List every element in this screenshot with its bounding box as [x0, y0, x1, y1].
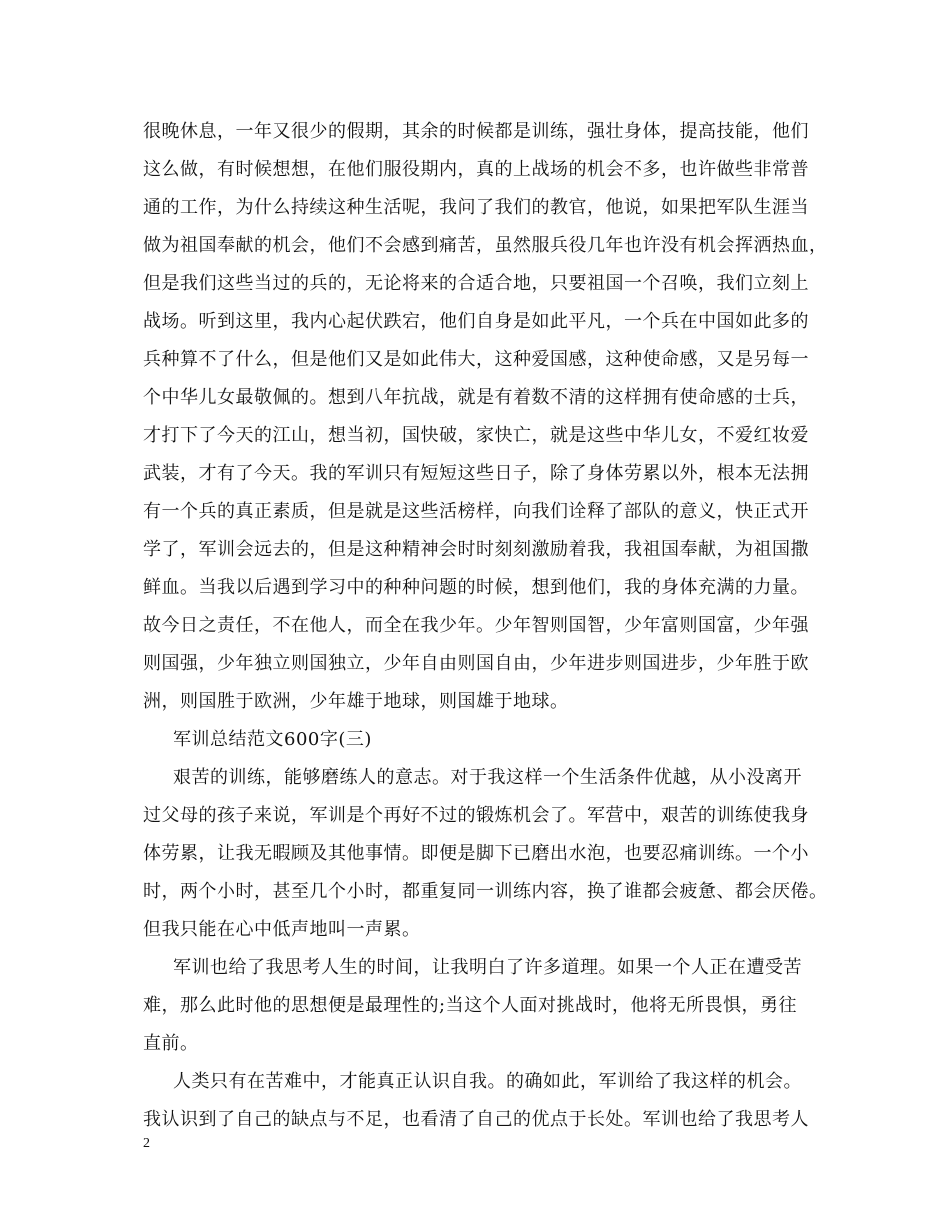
body-text-line: 过父母的孩子来说，军训是个再好不过的锻炼机会了。军营中，艰苦的训练使我身 [143, 805, 809, 826]
body-text-line: 有一个兵的真正素质，但是就是这些活榜样，向我们诠释了部队的意义，快正式开 [143, 501, 809, 522]
body-text-line: 做为祖国奉献的机会，他们不会感到痛苦，虽然服兵役几年也许没有机会挥洒热血， [143, 235, 828, 256]
body-text-line: 个中华儿女最敬佩的。想到八年抗战，就是有着数不清的这样拥有使命感的士兵， [143, 387, 809, 408]
body-text-line: 这么做，有时候想想，在他们服役期内，真的上战场的机会不多，也许做些非常普 [143, 159, 809, 180]
page-number: 2 [143, 1136, 150, 1151]
body-text-line: 通的工作，为什么持续这种生活呢，我问了我们的教官，他说，如果把军队生涯当 [143, 197, 809, 218]
body-text-line: 我认识到了自己的缺点与不足，也看清了自己的优点于长处。军训也给了我思考人 [143, 1109, 809, 1130]
paragraph-first-line: 艰苦的训练，能够磨练人的意志。对于我这样一个生活条件优越，从小没离开 [173, 767, 802, 788]
body-text-line: 但是我们这些当过的兵的，无论将来的合适合地，只要祖国一个召唤，我们立刻上 [143, 273, 809, 294]
body-text-line: 则国强，少年独立则国独立，少年自由则国自由，少年进步则国进步，少年胜于欧 [143, 653, 809, 674]
body-text-line: 洲，则国胜于欧洲，少年雄于地球，则国雄于地球。 [143, 691, 569, 712]
section-heading: 军训总结范文600字(三) [173, 729, 372, 750]
body-text-line: 难，那么此时他的思想便是最理性的;当这个人面对挑战时，他将无所畏惧，勇往 [143, 995, 798, 1016]
body-text-line: 体劳累，让我无暇顾及其他事情。即便是脚下已磨出水泡，也要忍痛训练。一个小 [143, 843, 809, 864]
body-text-line: 时，两个小时，甚至几个小时，都重复同一训练内容，换了谁都会疲惫、都会厌倦。 [143, 881, 828, 902]
body-text-line: 但我只能在心中低声地叫一声累。 [143, 919, 421, 940]
body-text-line: 才打下了今天的江山，想当初，国快破，家快亡，就是这些中华儿女，不爱红妆爱 [143, 425, 809, 446]
body-text-line: 武装，才有了今天。我的军训只有短短这些日子，除了身体劳累以外，根本无法拥 [143, 463, 809, 484]
body-text-line: 兵种算不了什么，但是他们又是如此伟大，这种爱国感，这种使命感，又是另每一 [143, 349, 809, 370]
body-text-line: 鲜血。当我以后遇到学习中的种种问题的时候，想到他们，我的身体充满的力量。 [143, 577, 809, 598]
body-text-line: 故今日之责任，不在他人，而全在我少年。少年智则国智，少年富则国富，少年强 [143, 615, 809, 636]
body-text-line: 战场。听到这里，我内心起伏跌宕，他们自身是如此平凡，一个兵在中国如此多的 [143, 311, 809, 332]
body-text-line: 直前。 [143, 1033, 199, 1054]
paragraph-first-line: 人类只有在苦难中，才能真正认识自我。的确如此，军训给了我这样的机会。 [173, 1071, 802, 1092]
body-text-line: 很晚休息，一年又很少的假期，其余的时候都是训练，强壮身体，提高技能，他们 [143, 121, 809, 142]
paragraph-first-line: 军训也给了我思考人生的时间，让我明白了许多道理。如果一个人正在遭受苦 [173, 957, 802, 978]
body-text-line: 学了，军训会远去的，但是这种精神会时时刻刻激励着我，我祖国奉献，为祖国撒 [143, 539, 809, 560]
